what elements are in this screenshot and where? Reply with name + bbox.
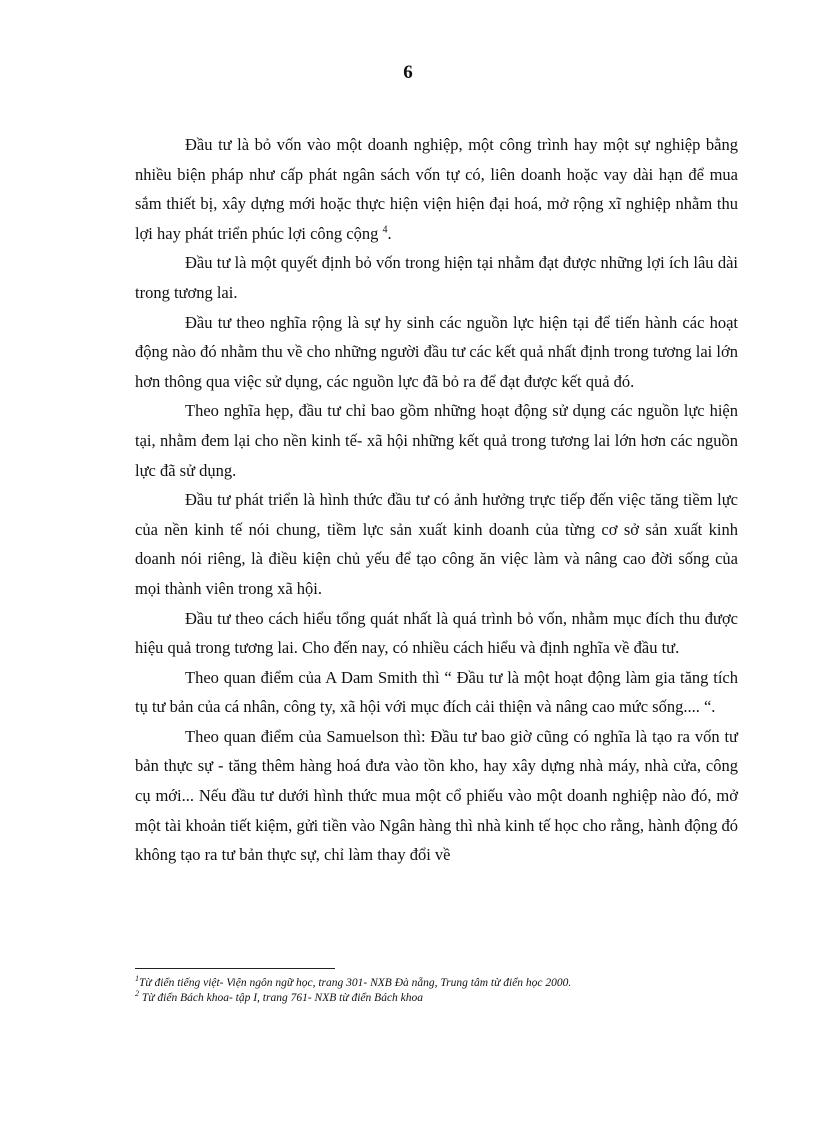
footnote-text: Từ điển Bách khoa- tập I, trang 761- NXB từ điển Bách khoa	[141, 992, 424, 1004]
footnote-divider	[135, 968, 335, 969]
footnote-text: Từ điển tiếng việt- Viện ngôn ngữ học, trang 301- NXB Đà nẵng, Trung tâm từ điển học 2000.	[139, 977, 572, 989]
footnote-1	[135, 976, 738, 991]
footnotes	[135, 976, 738, 1006]
paragraph-2: Đầu tư là một quyết định bỏ vốn trong hiện tại nhằm đạt được những lợi ích lâu dài trong tương lai.	[135, 253, 738, 302]
paragraph-6: Đầu tư theo cách hiểu tổng quát nhất là quá trình bỏ vốn, nhằm mục đích thu được hiệu quả trong tương lai. Cho đến nay, có nhiều cách hiểu và định nghĩa về đầu tư.	[135, 608, 738, 658]
page-number: 6	[403, 62, 413, 83]
paragraph-tail: .	[387, 223, 392, 243]
paragraph-7: Theo quan điểm của A Dam Smith thì “ Đầu tư là một hoạt động làm gia tăng tích tụ tư bản của cá nhân, công ty, xã hội với mục đích cải thiện và nâng cao mức sống.... “.	[135, 667, 738, 717]
paragraph-3: Đầu tư theo nghĩa rộng là sự hy sinh các nguồn lực hiện tại để tiến hành các hoạt động nào đó nhằm thu về cho những người đầu tư các kết quả nhất định trong tương lai lớn hơn thông qua việc sử dụng, các nguồn lực đã bỏ ra để đạt được kết quả đó.	[135, 312, 738, 391]
paragraph-8: Theo quan điểm của Samuelson thì: Đầu tư bao giờ cũng có nghĩa là tạo ra vốn tư bản thực sự - tăng thêm hàng hoá đưa vào tồn kho, hay xây dựng nhà máy, nhà cửa, công cụ mới... Nếu đầu tư dưới hình thức mua một cổ phiếu vào một doanh nghiệp nào đó, mở một tài khoản tiết kiệm, gửi tiền vào Ngân hàng thì nhà kinh tế học cho rằng, hành động đó không tạo ra tư bản thực sự, chỉ làm thay đổi về	[135, 726, 738, 865]
paragraph-4: Theo nghĩa hẹp, đầu tư chỉ bao gồm những hoạt động sử dụng các nguồn lực hiện tại, nhằm đem lại cho nền kinh tế- xã hội những kết quả trong tương lai lớn hơn các nguồn lực đã sử dụng.	[135, 401, 738, 480]
paragraph-text: Đầu tư là bỏ vốn vào một doanh nghiệp, một công trình hay một sự nghiệp bằng nhiều biện pháp như cấp phát ngân sách vốn tự có, liên doanh hoặc vay dài hạn để mua sắm thiết bị, xây dựng mới hoặc thực hiện viện hiện đại hoá, mở rộng xĩ nghiệp nhằm thu lợi hay phát triển phúc lợi công cộng	[135, 135, 738, 243]
body-text	[135, 130, 738, 870]
footnote-2	[135, 991, 738, 1006]
paragraph-5: Đầu tư phát triển là hình thức đầu tư có ảnh hưởng trực tiếp đến việc tăng tiềm lực của nền kinh tế nói chung, tiềm lực sản xuất kinh doanh của từng cơ sở sản xuất kinh doanh nói riêng, là điều kiện chủ yếu để tạo công ăn việc làm và nâng cao đời sống của mọi thành viên trong xã hội.	[135, 490, 738, 598]
footnote-mark: 1	[135, 974, 139, 984]
paragraph-1	[135, 130, 738, 248]
footnote-reference: 4	[382, 224, 388, 236]
footnote-mark: 2	[135, 989, 139, 999]
